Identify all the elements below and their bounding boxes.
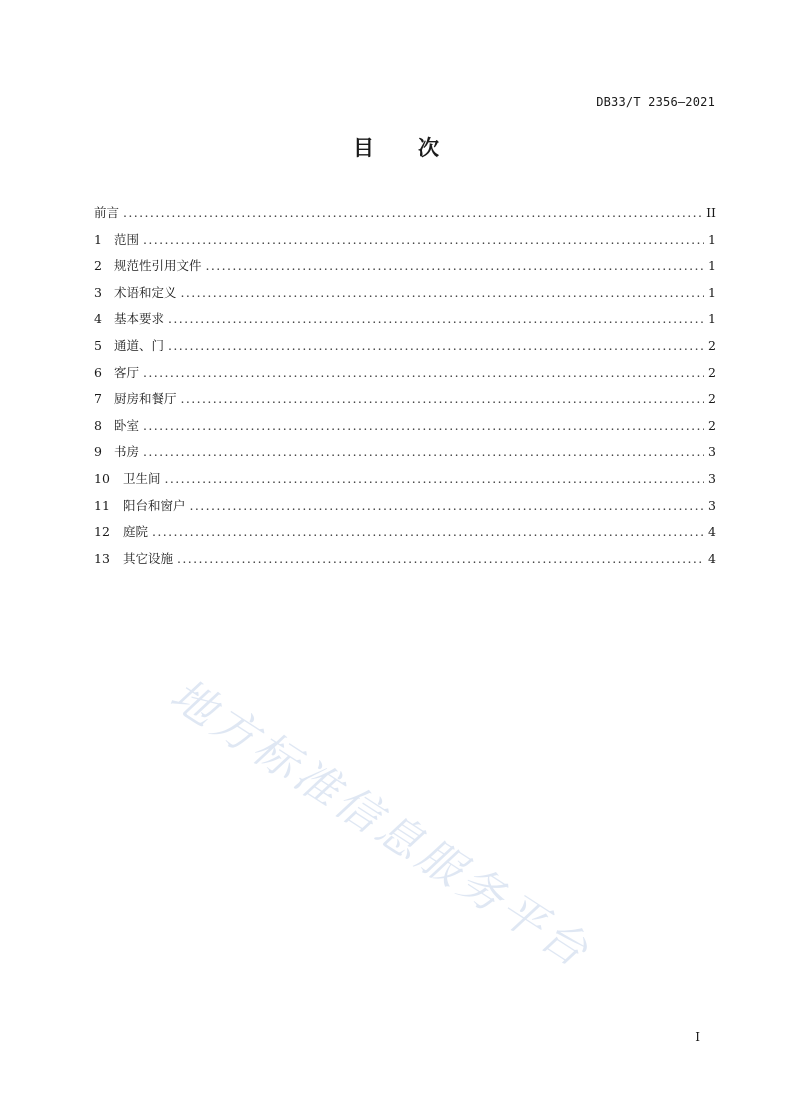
- toc-entry-page: 1: [708, 284, 716, 300]
- toc-entry-page: 3: [708, 497, 716, 513]
- dot-leader: [177, 551, 704, 566]
- dot-leader: [181, 391, 704, 406]
- toc-entry-5[interactable]: [94, 336, 716, 363]
- toc-entry-12[interactable]: [94, 522, 716, 549]
- toc-entry-7[interactable]: [94, 389, 716, 416]
- toc-entry-number: 12: [94, 524, 110, 540]
- toc-entry-label: 客厅: [114, 364, 140, 380]
- toc-entry-10[interactable]: [94, 469, 716, 496]
- toc-entry-label: 卧室: [114, 417, 140, 433]
- toc-entry-8[interactable]: [94, 416, 716, 443]
- dot-leader: [181, 285, 704, 300]
- toc-entry-number: 2: [94, 258, 102, 274]
- toc-entry-label: 基本要求: [114, 311, 165, 327]
- dot-leader: [152, 524, 704, 539]
- toc-entry-page: 2: [708, 337, 716, 353]
- toc-entry-label: 其它设施: [123, 550, 174, 566]
- toc-entry-foreword[interactable]: [94, 203, 716, 230]
- toc-entry-label: 前言: [94, 205, 120, 220]
- toc-entry-page: 4: [708, 550, 716, 566]
- toc-entry-page: 1: [708, 258, 716, 274]
- toc-entry-number: 5: [94, 337, 102, 353]
- toc-entry-11[interactable]: [94, 496, 716, 523]
- toc-entry-page: 3: [708, 444, 716, 460]
- document-code: DB33/T 2356—2021: [596, 95, 715, 109]
- footer-page-number: I: [695, 1030, 700, 1044]
- page-title: [0, 132, 792, 162]
- dot-leader: [143, 418, 704, 433]
- toc-entry-page: 2: [708, 417, 716, 433]
- toc-entry-label: 厨房和餐厅: [114, 391, 177, 407]
- dot-leader: [168, 338, 704, 353]
- toc-entry-number: 8: [94, 417, 102, 433]
- toc-entry-number: 7: [94, 391, 102, 407]
- dot-leader: [143, 365, 704, 380]
- toc-entry-number: 13: [94, 550, 110, 566]
- toc-entry-number: 4: [94, 311, 102, 327]
- toc-entry-6[interactable]: [94, 363, 716, 390]
- toc-entry-13[interactable]: [94, 549, 716, 576]
- title-char-1: 目: [353, 136, 374, 160]
- toc-entry-number: 3: [94, 284, 102, 300]
- dot-leader: [206, 258, 704, 273]
- watermark-text: 地方标准信息服务平台: [161, 669, 600, 979]
- toc-entry-3[interactable]: [94, 283, 716, 310]
- toc-entry-number: 1: [94, 231, 102, 247]
- dot-leader: [168, 311, 704, 326]
- toc-entry-label: 阳台和窗户: [123, 497, 186, 513]
- toc-entry-label: 卫生间: [123, 470, 161, 486]
- toc-entry-page: 2: [708, 364, 716, 380]
- toc-entry-page: 3: [708, 470, 716, 486]
- toc-entry-page: 1: [708, 311, 716, 327]
- toc-entry-label: 书房: [114, 444, 140, 460]
- toc-entry-9[interactable]: [94, 442, 716, 469]
- toc-entry-page: 1: [708, 231, 716, 247]
- toc-entry-page: 2: [708, 391, 716, 407]
- toc-entry-label: 术语和定义: [114, 284, 177, 300]
- dot-leader: [143, 232, 704, 247]
- toc-entry-4[interactable]: [94, 309, 716, 336]
- toc-entry-1[interactable]: [94, 230, 716, 257]
- toc-entry-number: 9: [94, 444, 102, 460]
- dot-leader: [143, 444, 704, 459]
- dot-leader: [190, 498, 704, 513]
- dot-leader: [123, 205, 702, 220]
- dot-leader: [165, 471, 704, 486]
- title-char-2: 次: [418, 136, 439, 160]
- toc-entry-number: 10: [94, 470, 110, 486]
- toc-entry-number: 6: [94, 364, 102, 380]
- toc-entry-number: 11: [94, 497, 110, 513]
- toc-entry-label: 庭院: [123, 524, 149, 540]
- toc-entry-label: 通道、门: [114, 337, 165, 353]
- toc-entry-2[interactable]: [94, 256, 716, 283]
- toc-entry-page: 4: [708, 524, 716, 540]
- toc-entry-page: II: [706, 205, 716, 220]
- table-of-contents: [94, 203, 716, 575]
- toc-entry-label: 范围: [114, 231, 140, 247]
- toc-entry-label: 规范性引用文件: [114, 258, 202, 274]
